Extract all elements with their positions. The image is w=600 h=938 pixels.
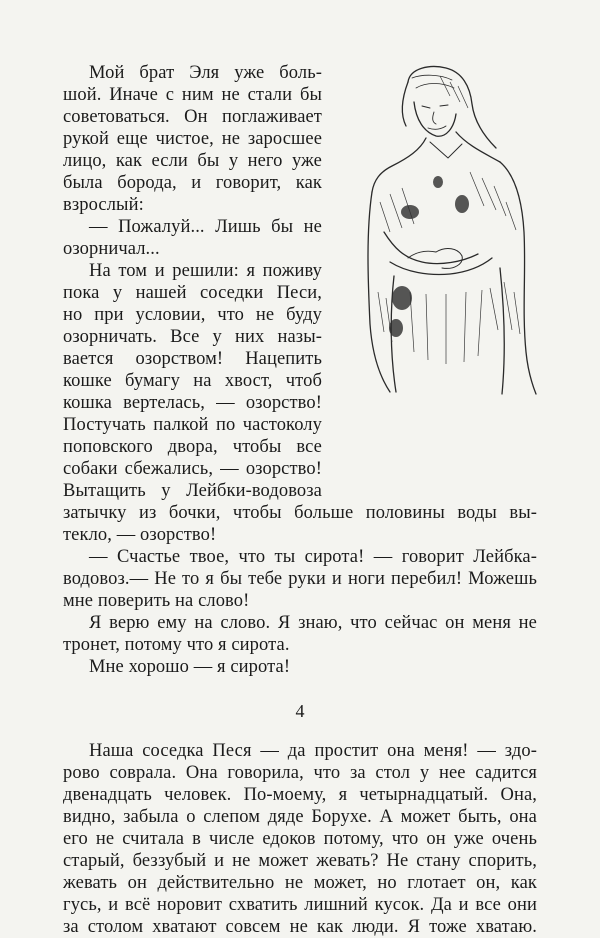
text-line: за столом хватают совсем не как люди. Я тоже хватаю. xyxy=(63,917,537,937)
text-line: Наша соседка Песя — да простит она меня! — здо- xyxy=(89,741,537,761)
text-line: поповского двора, чтобы все xyxy=(63,437,322,457)
text-line: старый, беззубый и не может жевать? Не стану спорить, xyxy=(63,851,537,871)
text-line: видно, забыла о слепом дяде Борухе. А может быть, она xyxy=(63,807,537,827)
text-line: Постучать палкой по частоколу xyxy=(63,415,322,435)
text-line: рово соврала. Она говорила, что за стол у нее садится xyxy=(63,763,537,783)
text-line: Я верю ему на слово. Я знаю, что сейчас он меня не xyxy=(89,613,537,633)
text-line: была борода, и говорит, как xyxy=(63,173,322,193)
text-line: советоваться. Он поглаживает xyxy=(63,107,322,127)
text-line: кошке бумагу на хвост, чтоб xyxy=(63,371,322,391)
text-line: двенадцать человек. По-моему, я четырнадцатый. Она, xyxy=(63,785,537,805)
text-line: тронет, потому что я сирота. xyxy=(63,635,290,655)
text-line: затычку из бочки, чтобы больше половины воды вы- xyxy=(63,503,537,523)
text-line: пока у нашей соседки Песи, xyxy=(63,283,322,303)
text-line: Мне хорошо — я сирота! xyxy=(89,657,291,677)
text-line: собаки сбежались, — озорство! xyxy=(63,459,322,479)
text-line: жевать он действительно не может, но глотает он, как xyxy=(63,873,537,893)
text-line: текло, — озорство! xyxy=(63,525,217,545)
text-line: водовоз.— Не то я бы тебе руки и ноги перебил! Можешь xyxy=(63,569,537,589)
text-line: На том и решили: я поживу xyxy=(89,261,322,281)
text-line: его не считала в числе едоков потому, что он уже очень xyxy=(63,829,537,849)
text-line: гусь, и всё норовит схватить лишний кусок. Да и все они xyxy=(63,895,537,915)
text-line: — Пожалуй... Лишь бы не xyxy=(89,217,322,237)
chapter-number: 4 xyxy=(295,701,305,721)
text-line: но при условии, что не буду xyxy=(63,305,322,325)
text-line: мне поверить на слово! xyxy=(63,591,250,611)
text-line: взрослый: xyxy=(63,195,144,215)
text-line: озорничать. Все у них назы- xyxy=(63,327,322,347)
text-line: озорничал... xyxy=(63,239,160,259)
old-woman-illustration xyxy=(350,62,550,397)
text-line: — Счастье твое, что ты сирота! — говорит Лейбка- xyxy=(89,547,537,567)
text-line: лицо, как если бы у него уже xyxy=(63,151,322,171)
text-line: шой. Иначе с ним не стали бы xyxy=(63,85,322,105)
text-line: Мой брат Эля уже боль- xyxy=(89,63,322,83)
text-line: вается озорством! Нацепить xyxy=(63,349,322,369)
text-line: Вытащить у Лейбки-водовоза xyxy=(63,481,322,501)
text-line: рукой еще чистое, не заросшее xyxy=(63,129,322,149)
text-line: кошка вертелась, — озорство! xyxy=(63,393,322,413)
